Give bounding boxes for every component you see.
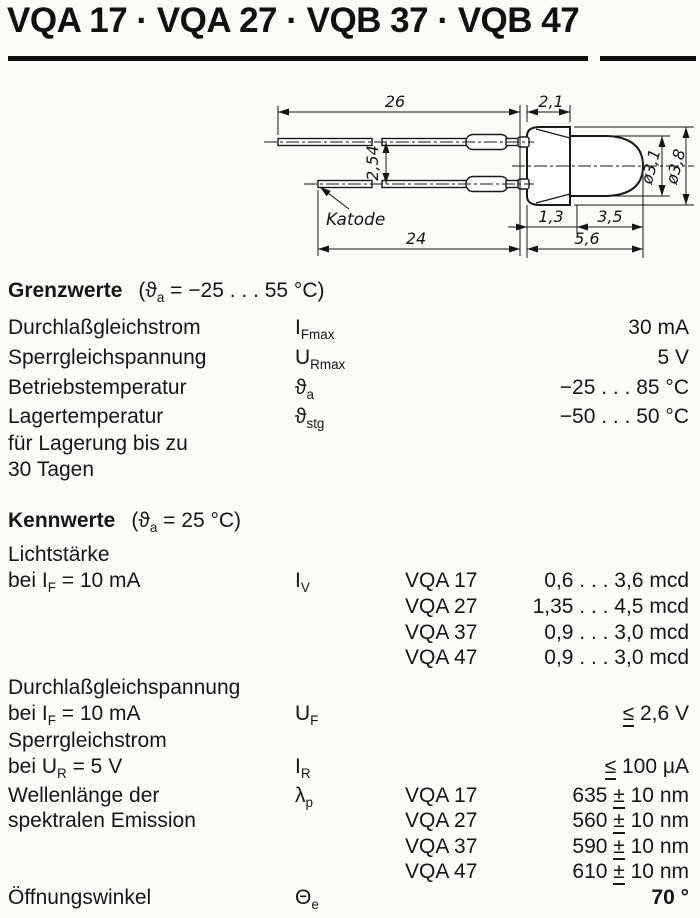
spec-type: VQA 47 <box>405 860 478 883</box>
spec-type: VQA 37 <box>405 835 478 858</box>
spec-value: 5 V <box>657 346 689 369</box>
spec-label <box>8 755 123 782</box>
spec-value: 0,6 . . . 3,6 mcd <box>544 569 689 592</box>
spec-row <box>0 316 700 343</box>
spec-row <box>0 809 700 836</box>
cond-post: = 25 °C) <box>157 509 242 532</box>
label-pre: bei I <box>8 702 48 725</box>
value-post: 2,6 V <box>634 702 689 725</box>
dim-dia-flange: ø3,8 <box>661 147 690 187</box>
symbol-sub: F <box>310 713 319 729</box>
cond-pre: (ϑ <box>131 509 150 532</box>
value-relation: ≤ <box>604 755 617 778</box>
spec-row <box>0 595 700 622</box>
spec-value <box>572 860 689 884</box>
section-title: Kennwerte <box>8 509 116 532</box>
symbol-sub: a <box>306 387 314 403</box>
cond-sub: a <box>149 520 158 536</box>
value-pre: 560 <box>572 809 614 832</box>
cond-pre: (ϑ <box>138 279 157 302</box>
spec-label <box>8 569 141 596</box>
spec-row <box>0 432 700 459</box>
value-relation: ≤ <box>622 702 635 725</box>
led-technical-drawing <box>0 78 700 278</box>
spec-label: Wellenlänge der <box>8 784 160 807</box>
value-plusminus: ± <box>613 809 625 832</box>
symbol-base: ϑ <box>295 376 307 399</box>
symbol-sub: Rmax <box>310 357 346 373</box>
spec-symbol <box>295 755 311 782</box>
cond-post: = −25 . . . 55 °C) <box>164 279 325 302</box>
symbol-base: I <box>295 316 301 339</box>
spec-label: 30 Tagen <box>8 458 95 481</box>
katode-leader-line <box>320 187 349 209</box>
symbol-base: λ <box>295 784 306 807</box>
spec-row <box>0 621 700 648</box>
spec-type: VQA 47 <box>405 646 478 669</box>
spec-label: für Lagerung bis zu <box>8 432 188 455</box>
spec-symbol <box>295 376 314 403</box>
spec-row <box>0 646 700 673</box>
value-post: 10 nm <box>624 809 689 832</box>
value-post: 10 nm <box>624 835 689 858</box>
spec-label: Lagertemperatur <box>8 405 164 428</box>
label-pre: bei U <box>8 755 58 778</box>
spec-symbol <box>295 886 319 913</box>
spec-type: VQA 27 <box>405 809 478 832</box>
value-plusminus: ± <box>613 784 625 807</box>
spec-label: Durchlaßgleichspannung <box>8 676 241 699</box>
symbol-sub: R <box>300 766 311 782</box>
kennwerte-heading <box>0 509 700 536</box>
spec-symbol <box>295 784 313 811</box>
spec-value <box>623 702 689 726</box>
symbol-base: Θ <box>295 886 312 909</box>
spec-row <box>0 676 700 703</box>
section-condition <box>131 509 242 536</box>
spec-label: spektralen Emission <box>8 809 196 832</box>
dim-flange-width: 2,1 <box>538 92 564 111</box>
label-post: = 10 mA <box>55 702 141 725</box>
spec-value: −25 . . . 85 °C <box>559 376 689 399</box>
spec-row <box>0 405 700 432</box>
spec-label: Lichtstärke <box>8 543 110 566</box>
symbol-base: ϑ <box>295 405 307 428</box>
spec-row <box>0 886 700 913</box>
label-sub: F <box>47 580 56 596</box>
label-post: = 5 V <box>66 755 123 778</box>
katode-label: Katode <box>326 210 386 230</box>
value-post: 100 μA <box>616 755 689 778</box>
value-pre: 635 <box>572 784 614 807</box>
spec-value <box>572 809 689 833</box>
spec-symbol <box>295 405 325 432</box>
spec-row <box>0 346 700 373</box>
spec-type: VQA 27 <box>405 595 478 618</box>
value-plusminus: ± <box>613 860 625 883</box>
dim-body-length: 5,6 <box>574 229 600 248</box>
symbol-sub: Fmax <box>300 327 335 343</box>
spec-value <box>572 784 689 808</box>
spec-row <box>0 784 700 811</box>
label-pre: bei I <box>8 569 48 592</box>
dim-seg-flange: 1,3 <box>538 207 564 226</box>
spec-row <box>0 860 700 887</box>
spec-row <box>0 729 700 756</box>
dim-lead-pitch: 2,54 <box>363 145 382 181</box>
symbol-base: I <box>295 755 301 778</box>
value-plusminus: ± <box>613 835 625 858</box>
spec-symbol <box>295 346 346 373</box>
title-rule-left <box>8 56 588 61</box>
dim-lead-cathode: 24 <box>405 229 427 248</box>
spec-label: Betriebstemperatur <box>8 376 187 399</box>
spec-value: 0,9 . . . 3,0 mcd <box>544 646 689 669</box>
spec-type: VQA 17 <box>405 569 478 592</box>
spec-label: Sperrgleichstrom <box>8 729 167 752</box>
value-pre: 590 <box>572 835 614 858</box>
spec-row <box>0 702 700 729</box>
spec-row <box>0 543 700 570</box>
spec-row <box>0 376 700 403</box>
spec-label: Durchlaßgleichstrom <box>8 316 201 339</box>
spec-label <box>8 702 141 729</box>
section-condition <box>138 279 325 306</box>
value-pre: 610 <box>572 860 614 883</box>
spec-value: 1,35 . . . 4,5 mcd <box>532 595 689 618</box>
page-title: VQA 17 · VQA 27 · VQB 37 · VQB 47 <box>7 1 580 40</box>
spec-value: 0,9 . . . 3,0 mcd <box>544 621 689 644</box>
label-sub: R <box>57 766 67 782</box>
dim-lead-anode: 26 <box>384 92 406 111</box>
cond-sub: a <box>156 290 165 306</box>
spec-row <box>0 458 700 485</box>
title-rule-right <box>600 56 696 61</box>
spec-value <box>605 755 689 779</box>
spec-type: VQA 17 <box>405 784 478 807</box>
symbol-sub: V <box>300 580 310 596</box>
spec-type: VQA 37 <box>405 621 478 644</box>
spec-symbol <box>295 316 335 343</box>
spec-label: Öffnungswinkel <box>8 886 152 909</box>
symbol-base: U <box>295 346 311 369</box>
symbol-base: I <box>295 569 301 592</box>
spec-label: Sperrgleichspannung <box>8 346 207 369</box>
spec-symbol <box>295 569 310 596</box>
spec-value: −50 . . . 50 °C <box>559 405 689 428</box>
symbol-base: U <box>295 702 311 725</box>
value-post: 10 nm <box>624 860 689 883</box>
dim-seg-dome: 3,5 <box>597 207 623 226</box>
value-post: 10 nm <box>624 784 689 807</box>
spec-row <box>0 755 700 782</box>
symbol-sub: stg <box>306 416 325 432</box>
spec-row <box>0 835 700 862</box>
symbol-sub: e <box>311 897 319 913</box>
section-title: Grenzwerte <box>8 279 123 302</box>
grenzwerte-heading <box>0 279 700 306</box>
dim-dia-dome: ø3,1 <box>636 147 665 187</box>
symbol-sub: p <box>305 795 313 811</box>
label-sub: F <box>47 713 56 729</box>
spec-value: 30 mA <box>628 316 689 339</box>
spec-symbol <box>295 702 319 729</box>
spec-value <box>572 835 689 859</box>
spec-row <box>0 569 700 596</box>
label-post: = 10 mA <box>55 569 141 592</box>
spec-value: 70 ° <box>651 886 689 909</box>
